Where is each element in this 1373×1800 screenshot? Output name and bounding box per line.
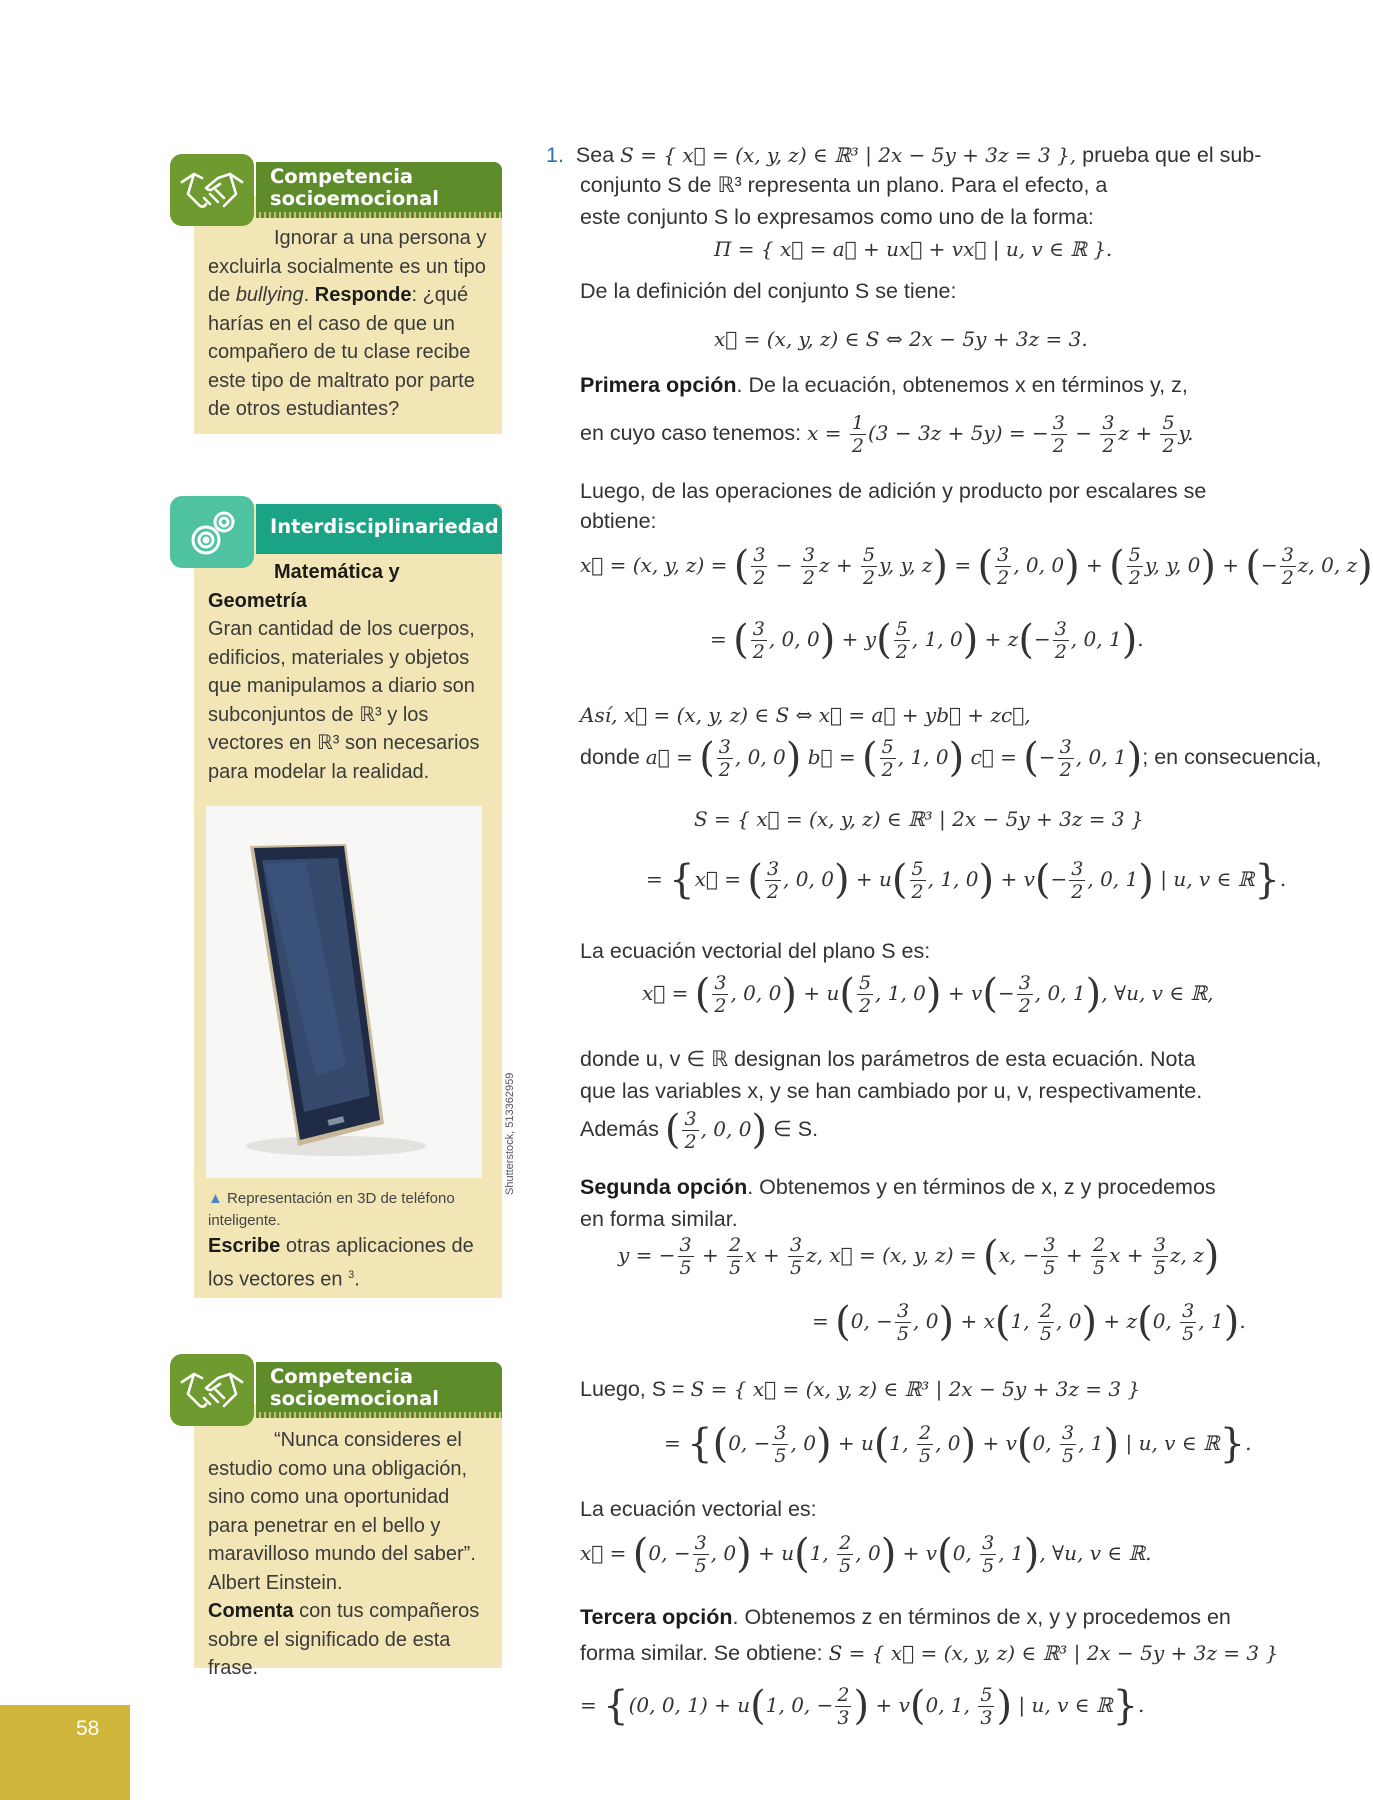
socioemotional-box-1 — [194, 196, 502, 434]
text-line: este conjunto S lo expresamos como uno de la forma: — [580, 205, 1094, 229]
vectors-abc-line: donde a⃗ = ( $\frac{3}{2}$ , 0, 0) b⃗ = ( $\frac{5}{2}$ , 1, 0) c⃗ = (− $\frac{3}{2}$ , 0, 1); en consecuencia, — [580, 735, 1322, 781]
einstein-quote: “Nunca consideres el estudio como una obligación, sino como una oportunidad para penetrar en el bello y maravilloso mundo del saber”. — [208, 1429, 476, 1565]
set-s-equation: S = { x⃗ = (x, y, z) ∈ ℝ³ | 2x − 5y + 3z = 3 } — [694, 807, 1144, 831]
point-in-s-line: Además ( $\frac{3}{2}$ , 0, 0) ∈ S. — [580, 1107, 819, 1153]
vector-decomposition-3: = (0, − $\frac{3}{5}$ , 0) + x(1, $\frac{2}{5}$ , 0) + z(0, $\frac{3}{5}$ , 1). — [812, 1299, 1246, 1345]
text-line: en forma similar. — [580, 1207, 738, 1231]
exercise-1-line-1: 1. Sea S = { x⃗ = (x, y, z) ∈ ℝ³ | 2x − 5y + 3z = 3 }, prueba que el sub- — [546, 143, 1262, 167]
first-option-line: Primera opción. De la ecuación, obtenemos x en términos y, z, — [580, 373, 1188, 397]
set-s-parametric-3: = {(0, 0, 1) + u(1, 0, − $\frac{2}{3}$ ) + v(0, 1, $\frac{5}{3}$ ) | u, v ∈ ℝ}. — [580, 1683, 1145, 1729]
text-line: que las variables x, y se han cambiado por u, v, respectivamente. — [580, 1079, 1203, 1103]
box2-text: Matemática y Geometría Gran cantidad de los cuerpos, edificios, materiales y objetos que manipulamos a diario son subconjuntos de ℝ³ y los vectores en ℝ³ son necesarios para modelar la realidad. — [194, 558, 502, 786]
box1-title: Competencia socioemocional — [256, 162, 502, 212]
box2-header — [170, 496, 502, 566]
then-s-line: Luego, S = S = { x⃗ = (x, y, z) ∈ ℝ³ | 2x − 5y + 3z = 3 } — [580, 1377, 1141, 1401]
photo-credit: Shutterstock, 513362959 — [504, 1072, 516, 1195]
text-line: conjunto S de ℝ³ representa un plano. Para el efecto, a — [580, 173, 1108, 197]
box3-title: Competencia socioemocional — [256, 1362, 502, 1412]
text-line: De la definición del conjunto S se tiene: — [580, 279, 957, 303]
third-option-set-line: forma similar. Se obtiene: S = { x⃗ = (x, y, z) ∈ ℝ³ | 2x − 5y + 3z = 3 } — [580, 1641, 1279, 1665]
vector-equation-2: x⃗ = (0, − $\frac{3}{5}$ , 0) + u(1, $\frac{2}{5}$ , 0) + v(0, $\frac{3}{5}$ , 1), ∀u, v ∈ ℝ. — [580, 1531, 1152, 1577]
vector-decomposition-2: = ( $\frac{3}{2}$ , 0, 0) + y( $\frac{5}{2}$ , 1, 0) + z(− $\frac{3}{2}$ , 0, 1). — [710, 617, 1144, 663]
box1-header — [170, 154, 502, 224]
box2-body: Gran cantidad de los cuerpos, edificios, materiales y objetos que manipulamos a diario son subconjuntos de ℝ³ y los vectores en ℝ³ son necesarios para modelar la realidad. — [208, 618, 480, 783]
text-line: La ecuación vectorial del plano S es: — [580, 939, 931, 963]
vector-equation-1: x⃗ = ( $\frac{3}{2}$ , 0, 0) + u( $\frac{5}{2}$ , 1, 0) + v(− $\frac{3}{2}$ , 0, 1), ∀u, v ∈ ℝ, — [642, 971, 1214, 1017]
page-number: 58 — [76, 1717, 100, 1740]
page-number-strip — [0, 1705, 130, 1800]
photo-caption: ▲ Representación en 3D de teléfono inteligente. — [208, 1190, 455, 1229]
box2-title: Interdisciplinariedad — [256, 504, 502, 554]
handshake-icon — [170, 154, 254, 226]
set-definition-equation: x⃗ = (x, y, z) ∈ S ⇔ 2x − 5y + 3z = 3. — [714, 327, 1088, 351]
box1-text: Ignorar a una persona y excluirla socialmente es un tipo de bullying. Responde: ¿qué harías en el caso de que un compañero de tu clase recibe este tipo de maltrato por parte de otros estudiantes? — [208, 227, 487, 420]
handshake-icon — [170, 1354, 254, 1426]
vector-decomposition-1: x⃗ = (x, y, z) = ( $\frac{3}{2}$ − $\frac{3}{2}$ z + $\frac{5}{2}$ y, y, z) = ( $\frac{3}{2}$ , 0, 0) + ( $\frac{5}{2}$ y, y, 0) + (− $\frac{3}{2}$ z, 0, z) — [580, 543, 1373, 589]
equivalence-line: Así, x⃗ = (x, y, z) ∈ S ⇔ x⃗ = a⃗ + yb⃗ + zc⃗, — [580, 703, 1031, 727]
plane-form-equation: Π = { x⃗ = a⃗ + ux⃗ + vx⃗ | u, v ∈ ℝ }. — [714, 237, 1113, 261]
third-option-line: Tercera opción. Obtenemos z en términos de x, y y procedemos en — [580, 1605, 1231, 1629]
second-option-line: Segunda opción. Obtenemos y en términos de x, z y procedemos — [580, 1175, 1216, 1199]
set-s-parametric-2: = {(0, − $\frac{3}{5}$ , 0) + u(1, $\frac{2}{5}$ , 0) + v(0, $\frac{3}{5}$ , 1) | u, v ∈ ℝ}. — [664, 1421, 1252, 1467]
text-line: donde u, v ∈ ℝ designan los parámetros de esta ecuación. Nota — [580, 1047, 1196, 1071]
text-line: Luego, de las operaciones de adición y producto por escalares se — [580, 479, 1207, 503]
socioemotional-box-2 — [194, 1404, 502, 1679]
y-solved-line: y = − $\frac{3}{5}$ + $\frac{2}{5}$ x + $\frac{3}{5}$ z, x⃗ = (x, y, z) = (x, − $\frac{3}{5}$ + $\frac{2}{5}$ x + $\frac{3}{5}$ z, z) — [618, 1233, 1220, 1279]
smartphone-photo — [206, 806, 482, 1178]
quote-author: Albert Einstein. — [208, 1571, 343, 1594]
box3-text: “Nunca consideres el estudio como una obligación, sino como una oportunidad para penetrar en el bello y maravilloso mundo del saber”. Albert Einstein. Comenta con tus compañeros sobre el significado de esta frase. — [194, 1426, 502, 1683]
x-solved-line: en cuyo caso tenemos: x = $\frac{1}{2}$ (3 − 3z + 5y) = − $\frac{3}{2}$ − $\frac{3}{2}$ z + $\frac{5}{2}$ y. — [580, 412, 1194, 457]
text-line: La ecuación vectorial es: — [580, 1497, 817, 1521]
target-circles-icon — [170, 496, 254, 568]
text-line: obtiene: — [580, 509, 657, 533]
set-s-parametric: = {x⃗ = ( $\frac{3}{2}$ , 0, 0) + u( $\frac{5}{2}$ , 1, 0) + v(− $\frac{3}{2}$ , 0, 1) | u, v ∈ ℝ}. — [646, 857, 1287, 903]
box2-task: Escribe otras aplicaciones de los vectores en $^3$. — [208, 1235, 474, 1291]
box3-header — [170, 1354, 502, 1424]
